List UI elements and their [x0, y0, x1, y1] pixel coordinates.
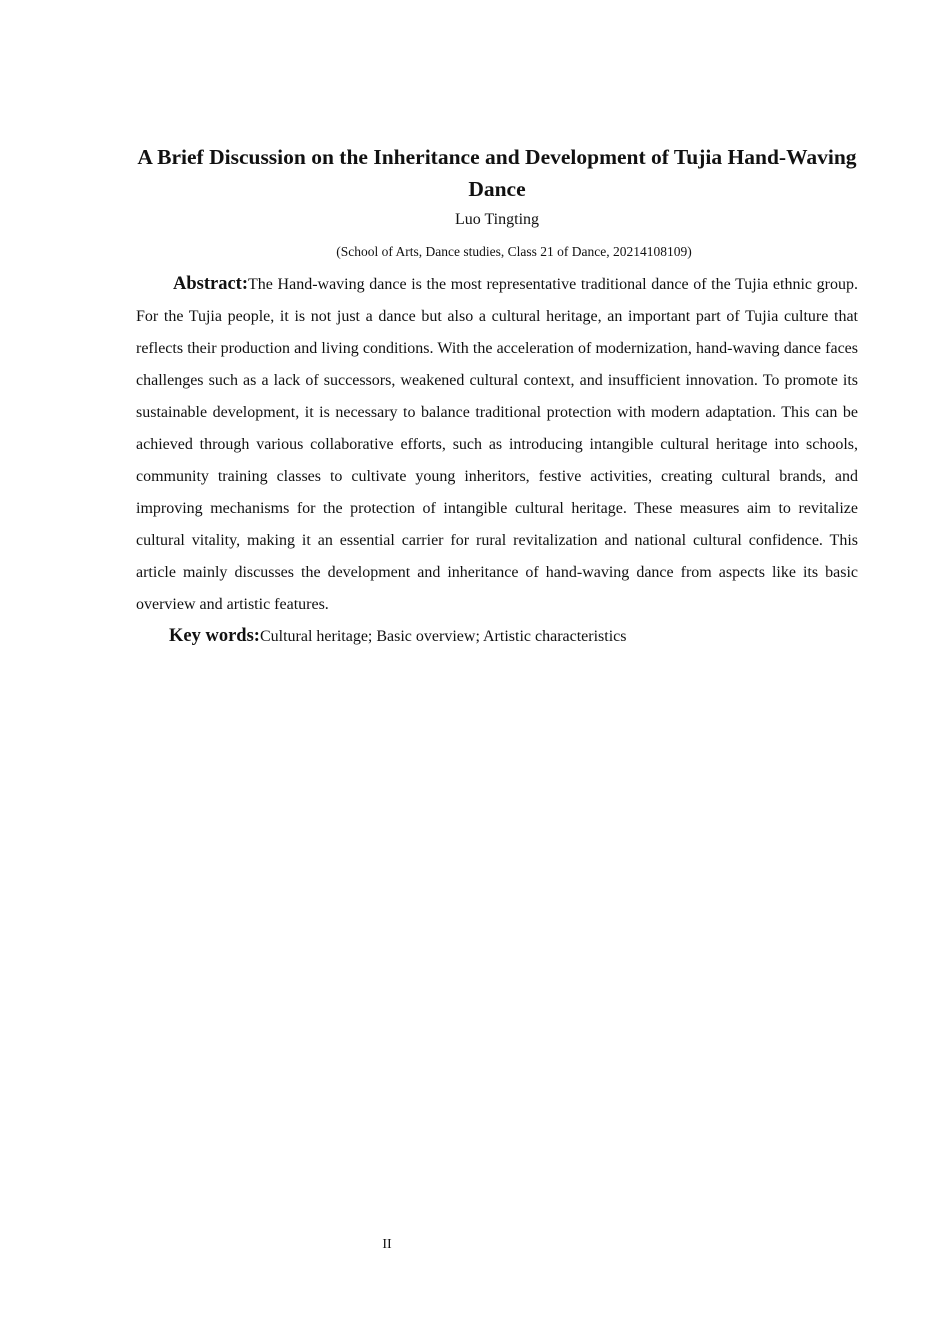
page-number: II	[382, 1237, 392, 1252]
abstract-label: Abstract:	[173, 274, 249, 294]
keywords-label: Key words:	[169, 626, 260, 646]
author-affiliation: (School of Arts, Dance studies, Class 21 of Dance, 20214108109)	[336, 244, 692, 259]
keywords-text: Cultural heritage; Basic overview; Artistic characteristics	[259, 628, 627, 645]
keywords-paragraph	[136, 620, 858, 653]
abstract-text: The Hand-waving dance is the most representative traditional dance of the Tujia ethnic group. For the Tujia people, it is not just a dance but also a cultural heritage, an important part of Tujia culture that reflects their production and living conditions. With the acceleration of modernization, hand-waving dance faces challenges such as a lack of successors, weakened cultural context, and insufficient innovation. To promote its sustainable development, it is necessary to balance traditional protection with modern adaptation. This can be achieved through various collaborative efforts, such as introducing intangible cultural heritage into schools, community training classes to cultivate young inheritors, festive activities, creating cultural brands, and improving mechanisms for the protection of intangible cultural heritage. These measures aim to revitalize cultural vitality, making it an essential carrier for rural revitalization and national cultural confidence. This article mainly discusses the development and inheritance of hand-waving dance from aspects like its basic overview and artistic features.	[136, 276, 858, 613]
abstract-paragraph	[136, 268, 858, 621]
author-name: Luo Tingting	[454, 211, 540, 228]
paper-title: A Brief Discussion on the Inheritance and Development of Tujia Hand-Waving Dance	[137, 145, 857, 201]
